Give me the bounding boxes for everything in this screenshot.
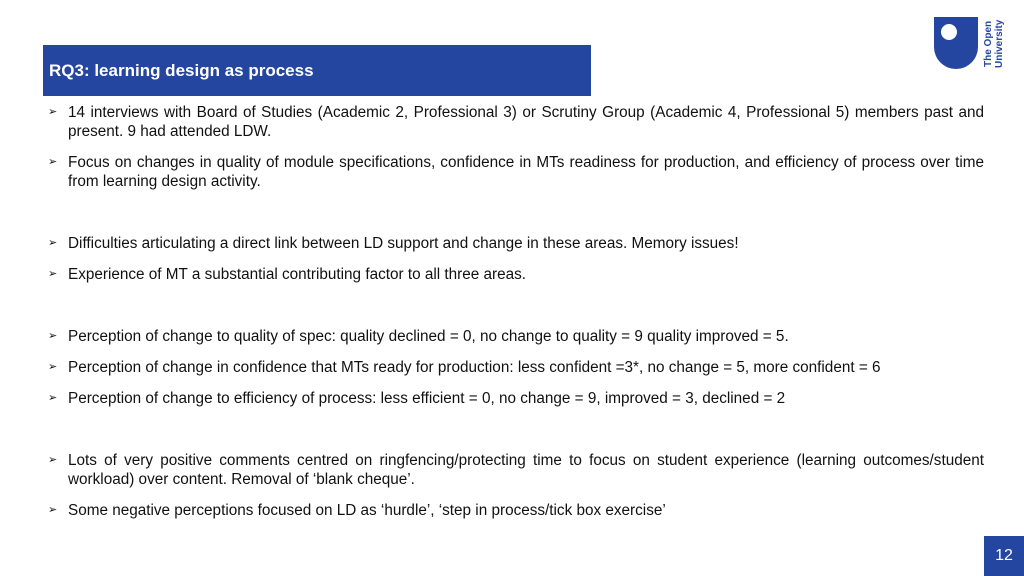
bullet-item	[48, 265, 984, 284]
bullet-item	[48, 103, 984, 141]
page-number: 12	[995, 547, 1013, 564]
arrow-bullet-icon: ➢	[48, 330, 58, 342]
bullet-text: Perception of change to efficiency of process: less efficient = 0, no change = 9, improved = 3, declined = 2	[68, 390, 786, 407]
arrow-bullet-icon: ➢	[48, 237, 58, 249]
logo-text-line2: University	[994, 19, 1005, 69]
bullet-text: Perception of change in confidence that MTs ready for production: less confident =3*, no change = 5, more confident = 6	[68, 359, 881, 376]
bullet-text: Some negative perceptions focused on LD as ‘hurdle’, ‘step in process/tick box exercise’	[68, 502, 666, 519]
logo-dot-icon	[941, 24, 957, 40]
arrow-bullet-icon: ➢	[48, 454, 58, 466]
arrow-bullet-icon: ➢	[48, 268, 58, 280]
bullet-text: Experience of MT a substantial contributing factor to all three areas.	[68, 266, 527, 283]
bullet-item	[48, 327, 984, 346]
bullet-text: Perception of change to quality of spec: quality declined = 0, no change to quality = 9 quality improved = 5.	[68, 328, 789, 345]
open-university-logo	[934, 17, 1014, 71]
bullet-item	[48, 389, 984, 408]
logo-shield-icon	[934, 17, 978, 69]
bullet-text: Focus on changes in quality of module specifications, confidence in MTs readiness for production, and efficiency of process over time from learning design activity.	[68, 154, 984, 190]
logo-wordmark	[983, 18, 1005, 70]
arrow-bullet-icon: ➢	[48, 361, 58, 373]
bullet-item	[48, 234, 984, 253]
bullet-list	[48, 103, 984, 520]
logo-text-line1: The Open	[983, 20, 994, 68]
bullet-text: 14 interviews with Board of Studies (Academic 2, Professional 3) or Scrutiny Group (Academic 4, Professional 5) members past and present. 9 had attended LDW.	[68, 104, 984, 140]
arrow-bullet-icon: ➢	[48, 156, 58, 168]
bullet-text: Lots of very positive comments centred on ringfencing/protecting time to focus on student experience (learning outcomes/student workload) over content. Removal of ‘blank cheque’.	[68, 452, 984, 488]
slide-title-bar	[43, 45, 591, 96]
bullet-item	[48, 153, 984, 191]
bullet-text: Difficulties articulating a direct link between LD support and change in these areas. Memory issues!	[68, 235, 739, 252]
bullet-item	[48, 501, 984, 520]
arrow-bullet-icon: ➢	[48, 504, 58, 516]
bullet-item	[48, 451, 984, 489]
arrow-bullet-icon: ➢	[48, 392, 58, 404]
bullet-item	[48, 358, 984, 377]
page-number-badge	[984, 536, 1024, 576]
arrow-bullet-icon: ➢	[48, 106, 58, 118]
slide-title: RQ3: learning design as process	[49, 61, 314, 80]
